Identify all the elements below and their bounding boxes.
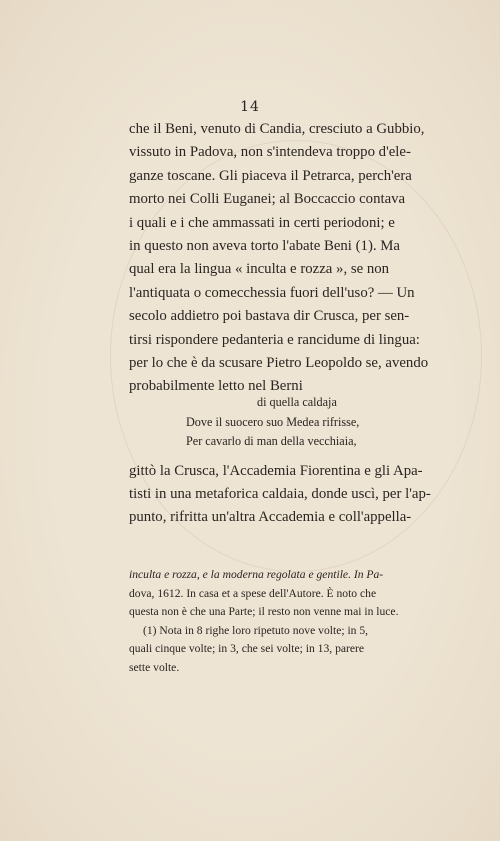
verse-line: di quella caldaja [257, 395, 337, 409]
text-line: vissuto in Padova, non s'intendeva troppo d'ele- [129, 144, 411, 161]
text-line: i quali e i che ammassati in certi periodoni; e [129, 214, 395, 231]
footnote-line: (1) Nota in 8 righe loro ripetuto nove volte; in 5, [143, 623, 369, 637]
text-line: qual era la lingua « inculta e rozza », se non [129, 261, 390, 278]
footnote-line: sette volte. [129, 660, 180, 674]
footnote-line: dova, 1612. In casa et a spese dell'Autore. È noto che [129, 586, 377, 600]
text-line: morto nei Colli Euganei; al Boccaccio contava [129, 191, 406, 208]
text-line: probabilmente letto nel Berni [129, 378, 303, 395]
text-line: che il Beni, venuto di Candia, cresciuto a Gubbio, [129, 121, 425, 137]
main-paragraph [129, 118, 449, 399]
continuation-paragraph [129, 460, 449, 529]
text-line: secolo addietro poi bastava dir Crusca, per sen- [129, 308, 410, 325]
verse-line: Per cavarlo di man della vecchiaia, [186, 434, 357, 448]
footnote-line: inculta e rozza, e la moderna regolata e gentile. In Pa- [129, 568, 384, 581]
text-line: punto, rifritta un'altra Accademia e coll'appella- [129, 509, 412, 525]
footnote-line: quali cinque volte; in 3, che sei volte; in 13, parere [129, 642, 365, 656]
page-number: 14 [240, 99, 260, 115]
footnotes [129, 566, 449, 678]
text-line: tisti in una metaforica caldaia, donde uscì, per l'ap- [129, 486, 431, 502]
text-line: per lo che è da scusare Pietro Leopoldo se, avendo [129, 355, 429, 372]
text-line: l'antiquata o comecchessia fuori dell'uso? — Un [129, 284, 415, 301]
text-line: gittò la Crusca, l'Accademia Fiorentina e gli Apa- [129, 463, 423, 479]
verse-line: Dove il suocero suo Medea rifrisse, [186, 414, 360, 429]
text-line: in questo non aveva torto l'abate Beni (1). Ma [129, 238, 400, 255]
text-line: tirsi rispondere pedanteria e rancidume di lingua: [129, 331, 420, 348]
verse-quotation [186, 393, 436, 452]
footnote-line: questa non è che una Parte; il resto non venne mai in luce. [129, 605, 399, 619]
text-line: ganze toscane. Gli piaceva il Petrarca, perch'era [129, 167, 412, 184]
